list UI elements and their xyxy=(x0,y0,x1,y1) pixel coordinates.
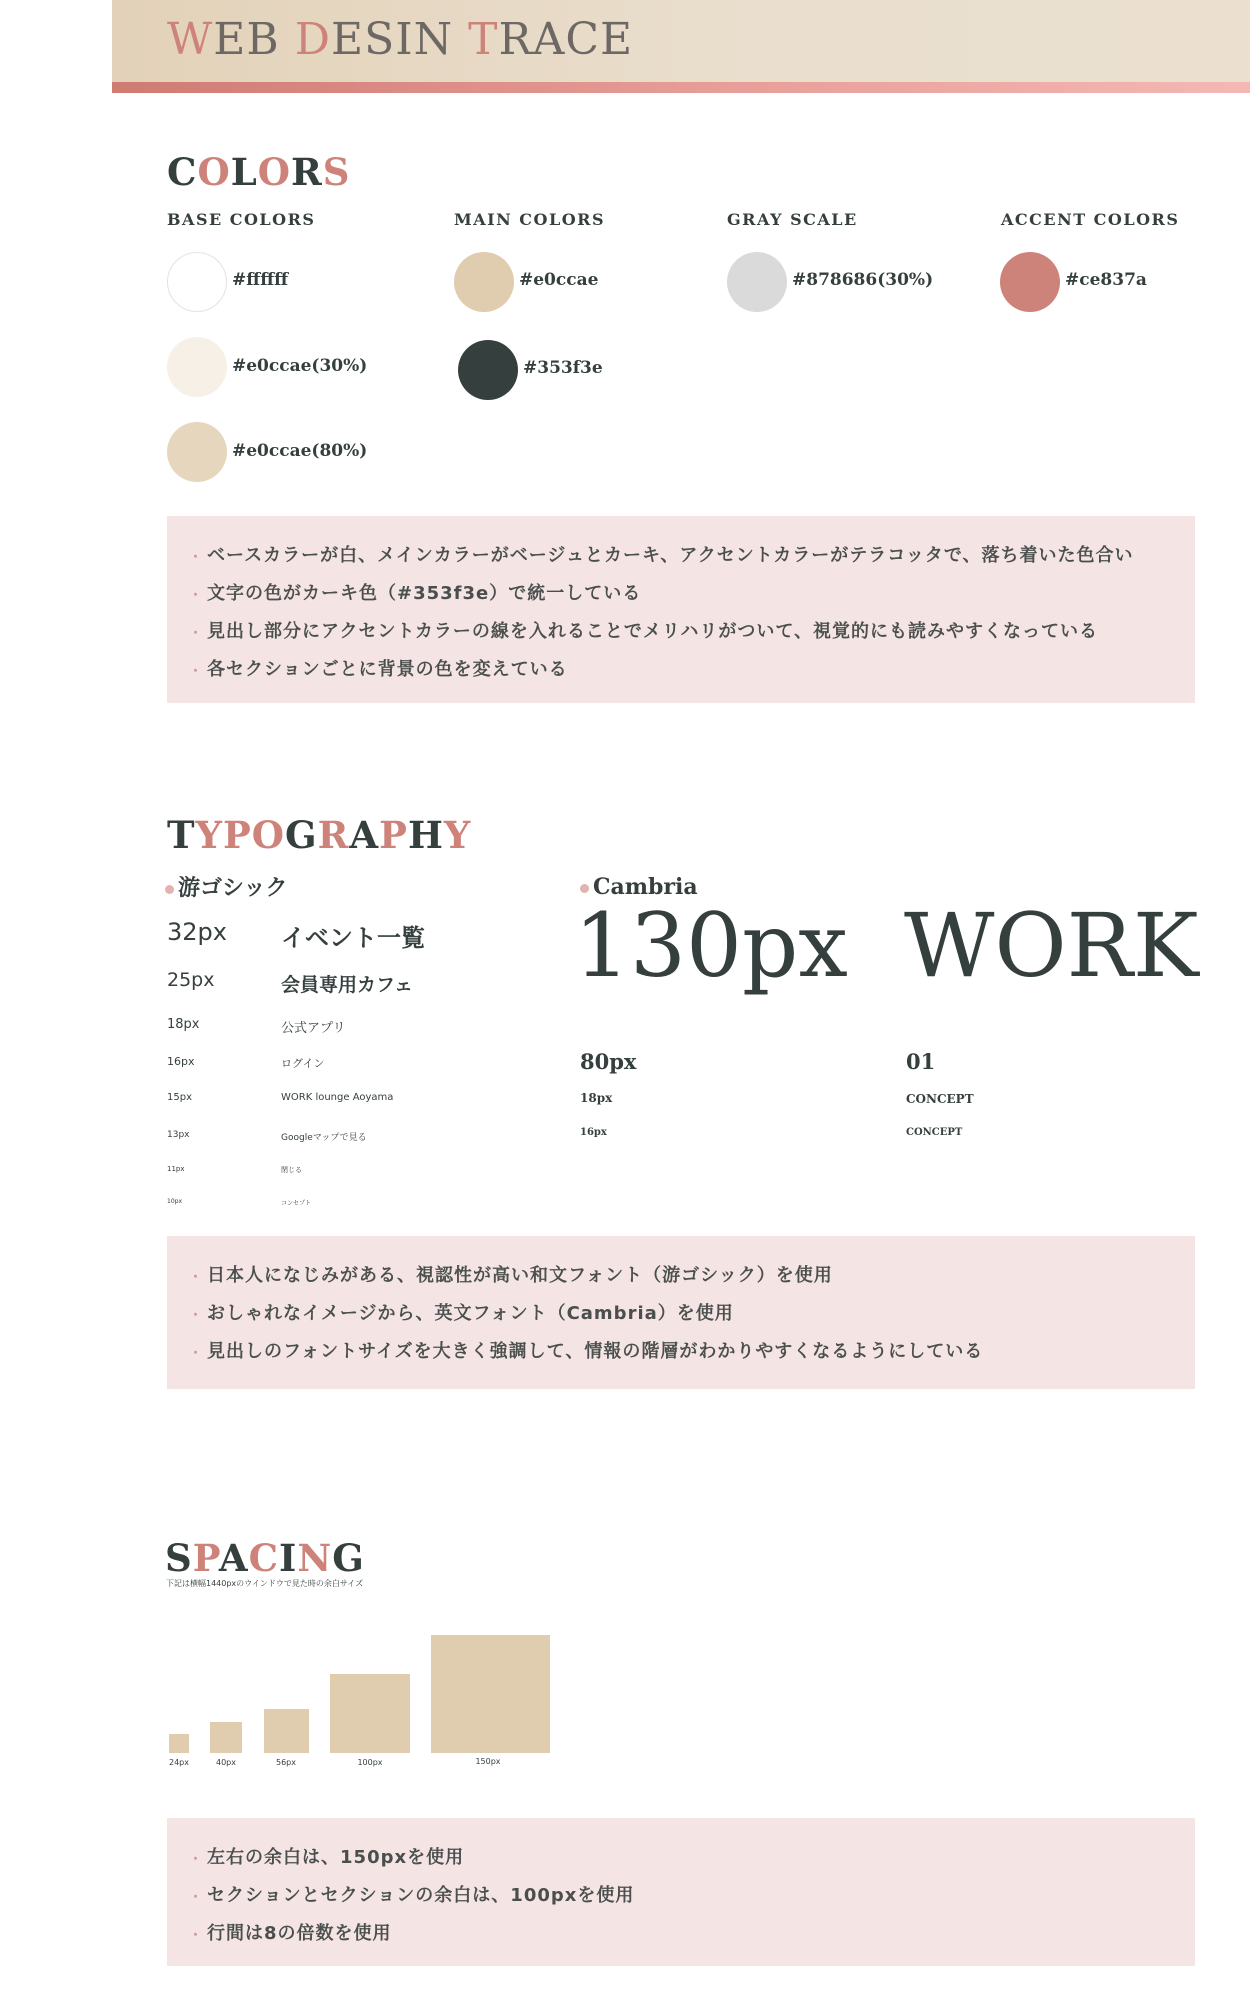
swatch-beige-80-label: #e0ccae(80%) xyxy=(232,441,368,461)
swatch-khaki xyxy=(458,340,518,400)
en-sample-130: WORK xyxy=(904,894,1199,997)
spacing-box-56 xyxy=(264,1709,309,1753)
header-accent-line xyxy=(112,82,1250,93)
spacing-label-100: 100px xyxy=(357,1758,383,1767)
swatch-beige-30 xyxy=(167,337,227,397)
jp-sample-15: WORK lounge Aoyama xyxy=(281,1092,394,1103)
spacing-box-100 xyxy=(330,1674,410,1753)
en-sample-80: 01 xyxy=(906,1049,936,1074)
note-item: ・ 見出しのフォントサイズを大きく強調して、情報の階層がわかりやすくなるようにしている xyxy=(189,1341,984,1362)
jp-size-16: 16px xyxy=(167,1055,195,1068)
en-size-80: 80px xyxy=(580,1049,637,1074)
spacing-box-24 xyxy=(169,1734,189,1753)
jp-size-13: 13px xyxy=(167,1130,190,1140)
spacing-notes-box xyxy=(167,1818,1195,1966)
jp-sample-25: 会員専用カフェ xyxy=(281,974,414,996)
spacing-box-150 xyxy=(431,1635,550,1753)
swatch-terracotta xyxy=(1000,252,1060,312)
spacing-label-150: 150px xyxy=(475,1757,501,1766)
bullet-dot-icon xyxy=(165,885,174,894)
typography-title: TYPOGRAPHY xyxy=(167,813,472,857)
en-size-130: 130px xyxy=(574,894,848,997)
jp-size-11: 11px xyxy=(167,1165,185,1173)
typography-notes-box xyxy=(167,1236,1195,1389)
note-item: ・ 行間は8の倍数を使用 xyxy=(189,1923,392,1944)
spacing-label-40: 40px xyxy=(216,1758,236,1767)
colors-title: COLORS xyxy=(167,150,351,194)
swatch-white xyxy=(167,252,227,312)
note-item: ・ セクションとセクションの余白は、100pxを使用 xyxy=(189,1885,635,1906)
note-item: ・ ベースカラーが白、メインカラーがベージュとカーキ、アクセントカラーがテラコッタで、落ち着いた色合い xyxy=(189,545,1134,566)
spacing-label-56: 56px xyxy=(276,1758,296,1767)
swatch-beige-label: #e0ccae xyxy=(519,270,599,290)
base-colors-label: BASE COLORS xyxy=(167,210,316,229)
en-size-16: 16px xyxy=(580,1127,607,1138)
jp-sample-16: ログイン xyxy=(281,1057,325,1070)
note-item: ・ 文字の色がカーキ色（#353f3e）で統一している xyxy=(189,583,642,604)
jp-size-10: 10px xyxy=(167,1198,182,1205)
swatch-khaki-label: #353f3e xyxy=(523,358,603,378)
site-title: WEB DESIN TRACE xyxy=(167,14,634,65)
swatch-gray xyxy=(727,252,787,312)
spacing-label-24: 24px xyxy=(169,1758,189,1767)
colors-notes-box xyxy=(167,516,1195,703)
swatch-white-label: #ffffff xyxy=(232,270,289,290)
note-item: ・ 左右の余白は、150pxを使用 xyxy=(189,1847,465,1868)
en-font-label: Cambria xyxy=(580,874,698,900)
swatch-beige xyxy=(454,252,514,312)
swatch-beige-80 xyxy=(167,422,227,482)
jp-sample-11: 閉じる xyxy=(281,1166,302,1174)
jp-size-25: 25px xyxy=(167,969,215,991)
spacing-box-40 xyxy=(210,1722,242,1753)
jp-size-15: 15px xyxy=(167,1092,192,1103)
note-item: ・ 日本人になじみがある、視認性が高い和文フォント（游ゴシック）を使用 xyxy=(189,1265,833,1286)
jp-sample-10: コンセプト xyxy=(281,1200,312,1207)
jp-size-32: 32px xyxy=(167,918,227,946)
main-colors-label: MAIN COLORS xyxy=(454,210,606,229)
jp-sample-32: イベント一覧 xyxy=(281,924,425,952)
en-size-18: 18px xyxy=(580,1091,613,1105)
note-item: ・ 見出し部分にアクセントカラーの線を入れることでメリハリがついて、視覚的にも読みやすくなっている xyxy=(189,621,1099,642)
spacing-subtitle: 下記は横幅1440pxのウインドウで見た時の余白サイズ xyxy=(166,1579,364,1588)
bullet-dot-icon xyxy=(580,884,589,893)
swatch-beige-30-label: #e0ccae(30%) xyxy=(232,356,368,376)
en-sample-16: CONCEPT xyxy=(906,1127,963,1138)
jp-font-label: 游ゴシック xyxy=(165,871,288,902)
swatch-gray-label: #878686(30%) xyxy=(792,270,934,290)
gray-scale-label: GRAY SCALE xyxy=(727,210,858,229)
en-sample-18: CONCEPT xyxy=(906,1092,974,1106)
accent-colors-label: ACCENT COLORS xyxy=(1001,210,1180,229)
spacing-title: SPACING xyxy=(165,1536,365,1580)
swatch-terracotta-label: #ce837a xyxy=(1065,270,1147,290)
note-item: ・ 各セクションごとに背景の色を変えている xyxy=(189,659,568,680)
jp-sample-18: 公式アプリ xyxy=(281,1021,346,1036)
jp-sample-13: Googleマップで見る xyxy=(281,1133,367,1143)
note-item: ・ おしゃれなイメージから、英文フォント（Cambria）を使用 xyxy=(189,1303,734,1324)
jp-size-18: 18px xyxy=(167,1017,200,1032)
